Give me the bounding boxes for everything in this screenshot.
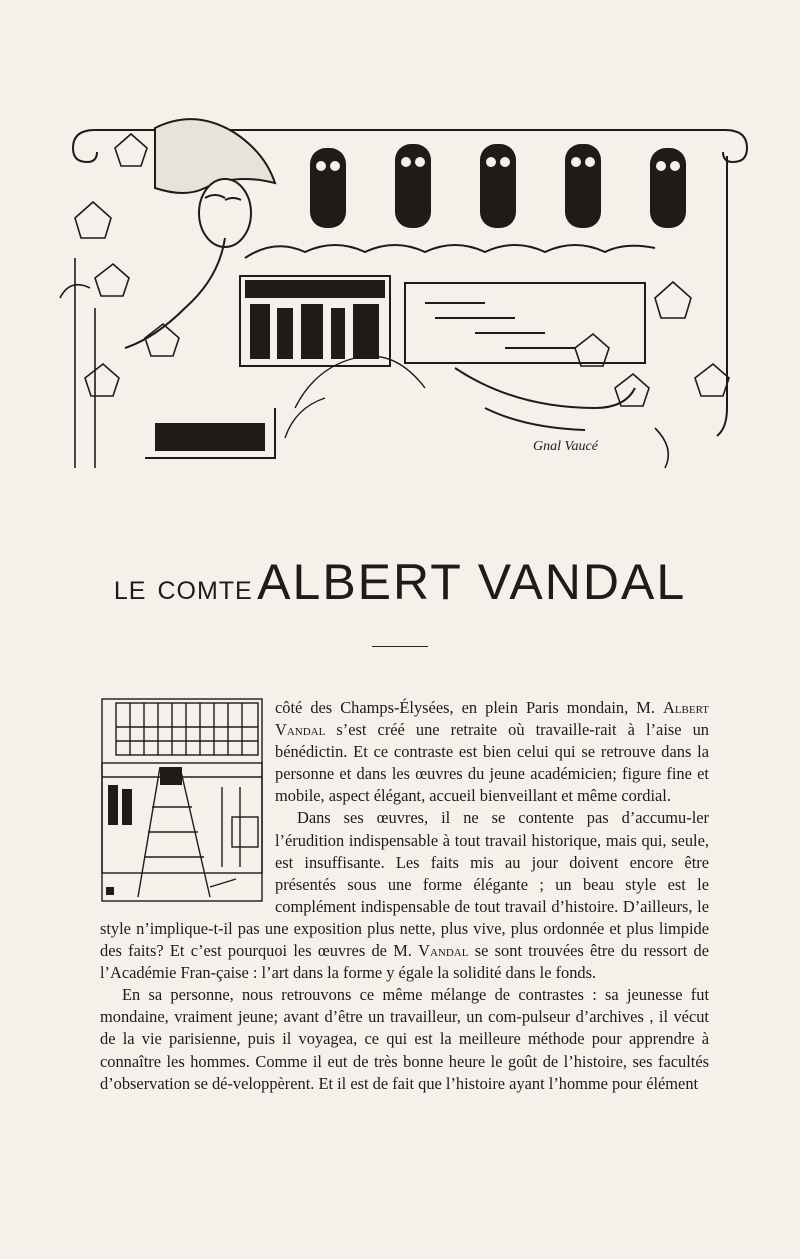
header-illustration — [55, 108, 755, 483]
title-name: ALBERT VANDAL — [257, 554, 687, 610]
p1-start: côté des Champs-Élysées, en plein Paris mondain, M. — [275, 698, 663, 717]
title-divider — [372, 646, 428, 647]
title-prefix: le comte — [113, 566, 253, 607]
illustrator-signature: Gnal Vaucé — [533, 439, 598, 454]
p2-author-name: Vandal — [418, 941, 469, 961]
p1-rest: s’est créé une retraite où travaille-rait à l’aise un bénédictin. Et ce contraste est bien celui qui se retrouve dans la personne et dans les œuvres du jeune académicien; figure fine et mobile, aspect élégant, accueil bienveillant et même cordial. — [275, 720, 709, 806]
article-body — [100, 697, 709, 1095]
vignette-space — [100, 697, 275, 896]
p1-author-name: Albert Vandal — [275, 698, 709, 740]
paragraph-3: En sa personne, nous retrouvons ce même mélange de contrastes : sa jeunesse fut mondaine, vraiment jeune; avant d’être un travailleur, un com-pulseur d’archives , il vécut de la vie parisienne, puis il voyagea, ce qui est la meilleure méthode pour apprendre à connaître les hommes. Comme il eut de très bonne heure le goût de l’histoire, ses facultés d’observation se dé-veloppèrent. Et il est de fait que l’histoire ayant l’homme pour élément — [100, 985, 709, 1093]
p2-text: Dans ses œuvres, il ne se contente pas d’accumu-ler l’érudition indispensable à tout travail historique, mais qui, seule, est insuffisante. Les faits mis au jour doivent encore être présentés sous une forme élégante ; un beau style est le complément indispensable de tout travail d’histoire. D’ailleurs, le style n’implique-t-il pas une exposition plus nette, plus vive, plus ordonnée et plus limpide des faits? Et c’est pourquoi les œuvres de M. — [100, 808, 709, 961]
art-nouveau-banner-owls-books-lady-icon — [55, 108, 755, 483]
p2-rest: se sont trouvées être du ressort de l’Académie Fran-çaise : l’art dans la forme y égale la solidité dans le fonds. — [100, 941, 709, 983]
page-title — [0, 553, 800, 611]
